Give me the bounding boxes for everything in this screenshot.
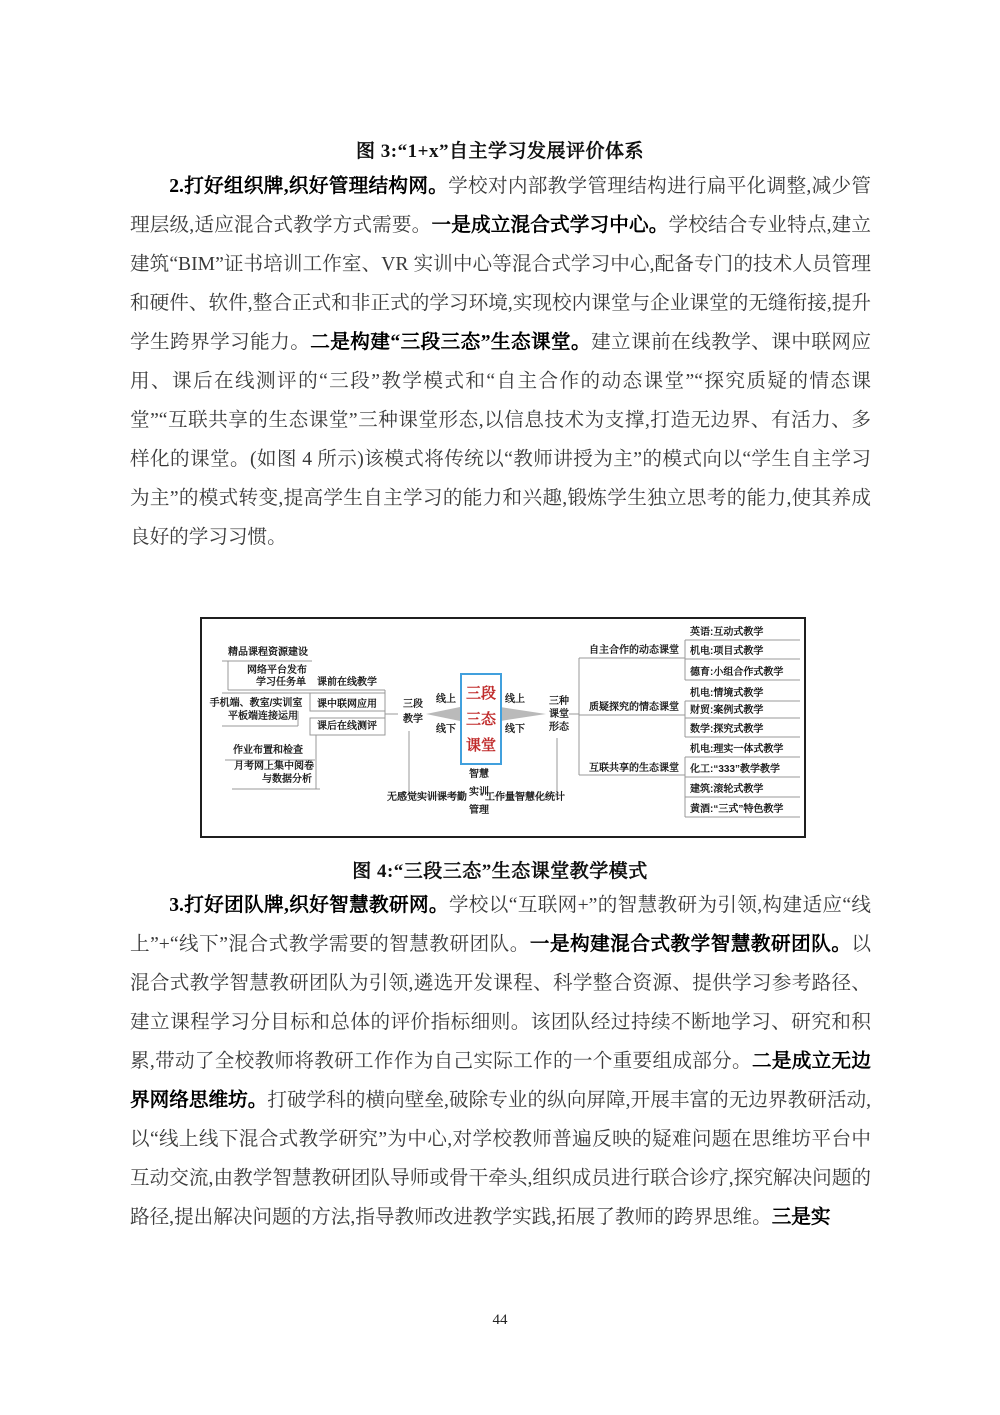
branch-dynamic-classroom: 自主合作的动态课堂 — [589, 645, 679, 656]
node-three-forms-l2: 课堂 — [549, 709, 569, 720]
bold-run-point1: 一是成立混合式学习中心。 — [431, 215, 669, 236]
leaf-mechatronics-project: 机电:项目式教学 — [690, 646, 764, 657]
node-three-stage-l1: 三段 — [403, 699, 423, 710]
arrow-right-icon — [500, 707, 546, 721]
text-run: 以混合式教学智慧教研团队为引领,遴选开发课程、科学整合资源、提供学习参考路径、建立课程学习分目标和总体的评价指标细则。该团队经过持续不断地学习、研究和积累,带动了全校教师将教研工作作为自己实际工作的一个重要组成部分。 — [130, 934, 872, 1072]
node-attendance: 无感觉实训课考勤 — [387, 792, 467, 803]
node-three-forms-l3: 形态 — [549, 722, 569, 733]
leaf-moral-education: 德育:小组合作式教学 — [690, 667, 784, 678]
leaf-chemical-333: 化工:“333”教学教学 — [690, 764, 781, 775]
node-data-analysis: 与数据分析 — [262, 774, 312, 785]
branch-ecological-classroom: 互联共享的生态课堂 — [589, 763, 679, 774]
page-number: 44 — [492, 1312, 508, 1328]
leaf-english: 英语:互动式教学 — [690, 627, 764, 638]
arrow-left-icon — [426, 707, 460, 721]
bold-run-heading2: 2.打好组织牌,织好管理结构网。 — [169, 176, 449, 197]
node-in-class: 课中联网应用 — [317, 699, 377, 710]
figure4-diagram — [200, 617, 806, 838]
node-three-forms-l1: 三种 — [549, 696, 569, 707]
text-run: 打破学科的横向壁垒,破除专业的纵向屏障,开展丰富的无边界教研活动,以“线上线下混合式教学研究”为中心,对学校教师普遍反映的疑难问题在思维坊平台中互动交流,由教学智慧教研团队导师或骨干牵头,组织成员进行联合诊疗,探究解决问题的路径,提出解决问题的方法,指导教师改进教学实践,拓展了教师的跨界思维。 — [130, 1090, 872, 1228]
bold-run-point3: 三是实 — [771, 1207, 831, 1228]
bold-run-heading3: 3.打好团队牌,织好智慧教研网。 — [169, 895, 449, 916]
node-smart-training-l3: 管理 — [469, 805, 489, 816]
figure4-caption: 图 4:“三段三态”生态课堂教学模式 — [352, 861, 648, 882]
leaf-finance-case: 财贸:案例式教学 — [690, 705, 764, 716]
node-platform-publish: 网络平台发布 — [247, 665, 307, 676]
node-three-stage-l2: 教学 — [403, 714, 423, 725]
node-smart-training-l1: 智慧 — [469, 769, 489, 780]
node-smart-training-l2: 实训 — [469, 787, 489, 798]
bold-run-point2: 二是成立无边界网络思维坊。 — [130, 1051, 872, 1111]
leaf-yellow-wine: 黄酒:“三式”特色教学 — [690, 804, 784, 815]
edge-online-right: 线上 — [505, 694, 525, 705]
paragraph-team — [130, 886, 871, 1237]
edge-offline-left: 线下 — [436, 724, 456, 735]
leaf-mechatronics-situational: 机电:情境式教学 — [690, 688, 764, 699]
central-topic-l1: 三段 — [465, 684, 496, 702]
node-homework-check: 作业布置和检查 — [233, 745, 303, 756]
text-run: 学校结合专业特点,建立建筑“BIM”证书培训工作室、VR 实训中心等混合式学习中心,配备专门的技术人员管理和硬件、软件,整合正式和非正式的学习环境,实现校内课堂与企业课堂的无缝衔接,提升学生跨界学习能力。 — [130, 215, 872, 353]
leaf-mechatronics-integrated: 机电:理实一体式教学 — [690, 744, 784, 755]
node-online-marking: 月考网上集中阅卷 — [234, 761, 314, 772]
text-run: 学校对内部教学管理结构进行扁平化调整,减少管理层级,适应混合式教学方式需要。 — [130, 176, 871, 236]
leaf-architecture-rolling: 建筑:滚轮式教学 — [690, 784, 764, 795]
node-course-resources: 精品课程资源建设 — [228, 647, 308, 658]
central-topic-box — [460, 673, 502, 765]
bold-run-point1: 一是构建混合式教学智慧教研团队。 — [529, 934, 852, 955]
central-topic-l2: 三态 — [465, 710, 496, 728]
node-devices: 手机端、教室/实训室 — [209, 698, 303, 709]
node-pre-class: 课前在线教学 — [317, 677, 377, 688]
node-post-class: 课后在线测评 — [317, 721, 377, 732]
figure3-caption: 图 3:“1+x”自主学习发展评价体系 — [356, 141, 644, 162]
node-task-list: 学习任务单 — [256, 677, 306, 688]
central-topic-l3: 课堂 — [465, 736, 496, 754]
leaf-math-inquiry: 数学:探究式教学 — [690, 724, 764, 735]
text-run: 学校以“互联网+”的智慧教研为引领,构建适应“线上”+“线下”混合式教学需要的智慧教研团队。 — [130, 895, 871, 955]
bold-run-point2: 二是构建“三段三态”生态课堂。 — [310, 332, 592, 353]
text-run: 建立课前在线教学、课中联网应用、课后在线测评的“三段”教学模式和“自主合作的动态课堂”“探究质疑的情态课堂”“互联共享的生态课堂”三种课堂形态,以信息技术为支撑,打造无边界、有活力、多样化的课堂。(如图 4 所示)该模式将传统以“教师讲授为主”的模式向以“学生自主学习为主”的模式转变,提高学生自主学习的能力和兴趣,锻炼学生独立思考的能力,使其养成良好的学习习惯。 — [130, 332, 872, 548]
edge-offline-right: 线下 — [505, 724, 525, 735]
edge-online-left: 线上 — [436, 694, 456, 705]
paragraph-organization — [130, 167, 871, 557]
node-workload-stats: 工作量智慧化统计 — [485, 792, 565, 803]
node-tablet-connect: 平板端连接运用 — [228, 711, 298, 722]
branch-situational-classroom: 质疑探究的情态课堂 — [589, 702, 679, 713]
